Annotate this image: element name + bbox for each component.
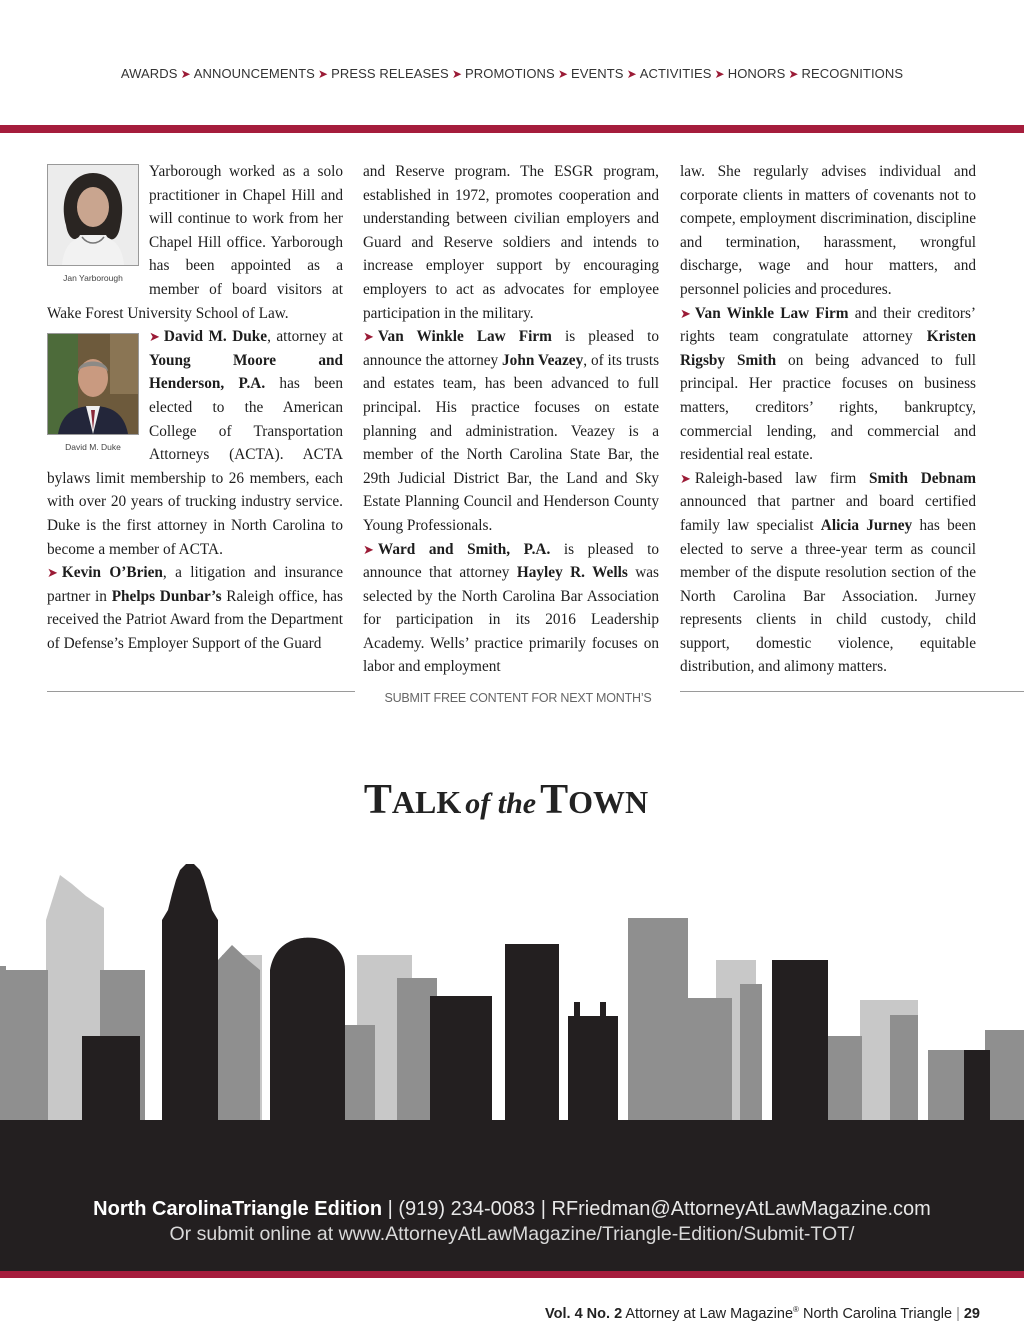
- person-name: Kevin O’Brien: [61, 564, 163, 582]
- edition-name: North CarolinaTriangle Edition: [93, 1198, 383, 1220]
- arrow-icon: ➤: [714, 67, 725, 81]
- smith-debnam-paragraph: [680, 467, 976, 679]
- text-run: , of its trusts and estates team, has been advanced to full principal. His practice focuses on estate planning and administration. Veazey is a member of the North Carolina State Bar, the 29th Judicial District Bar, the Land and Sky Estate Planning Council and Henderson County Young Professionals.: [363, 351, 660, 534]
- arrow-icon: ➤: [680, 305, 691, 321]
- portrait-woman-image: [47, 164, 139, 266]
- bottom-accent-rule: [0, 1271, 1024, 1278]
- talk-of-the-town-title: [0, 776, 1012, 824]
- title-word: OWN: [568, 784, 649, 820]
- text-run: Raleigh-based law firm: [694, 469, 869, 487]
- nav-item-promotions[interactable]: PROMOTIONS: [464, 66, 555, 81]
- arrow-icon: ➤: [317, 67, 329, 81]
- firm-name: Van Winkle Law Firm: [377, 328, 552, 346]
- arrow-icon: ➤: [47, 565, 58, 581]
- registered-mark: ®: [793, 1305, 799, 1314]
- page-footer: [545, 1305, 980, 1322]
- separator: |: [535, 1198, 552, 1220]
- esgr-paragraph: and Reserve program. The ESGR program, established in 1972, promotes cooperation and understanding between civilian employers and Guard and Reserve soldiers and intends to increase employer support by encouraging employers to act as advocates for employee participation in the military.: [363, 163, 659, 322]
- nav-item-activities[interactable]: ACTIVITIES: [639, 66, 712, 81]
- person-name: Kristen Rigsby Smith: [680, 328, 976, 369]
- arrow-icon: ➤: [788, 67, 799, 81]
- arrow-icon: ➤: [680, 470, 691, 486]
- text-run: has been elected to the American College of Transportation Attorneys (ACTA). ACTA bylaws limit membership to 26 members, each with over 20 years of trucking industry service. Duke is the first attorney in North Carolina to become a member of ACTA.: [47, 375, 343, 558]
- firm-name: Young Moore and Henderson, P.A.: [149, 351, 343, 393]
- photo-caption: David M. Duke: [65, 442, 121, 453]
- firm-name: Ward and Smith, P.A.: [377, 540, 551, 558]
- wells-continued-paragraph: law. She regularly advises individual and corporate clients in matters of covenants not to compete, employment discrimination, discipline and termination, harassment, wrongful discharge, wage and hour matters, and personnel policies and procedures.: [680, 163, 976, 298]
- nav-item-press-releases[interactable]: PRESS RELEASES: [331, 66, 449, 81]
- arrow-icon: ➤: [180, 67, 191, 81]
- firm-name: Van Winkle Law Firm: [694, 304, 849, 322]
- text-run: , attorney at: [267, 328, 343, 346]
- title-word: ALK: [391, 784, 462, 820]
- nav-item-awards[interactable]: AWARDS: [120, 66, 178, 81]
- text-run: is pleased to announce the attorney: [363, 328, 659, 369]
- column-2: [363, 160, 659, 679]
- person-name: Hayley R. Wells: [516, 564, 628, 582]
- firm-name: Phelps Dunbar’s: [111, 587, 222, 605]
- firm-name: Smith Debnam: [868, 469, 976, 487]
- person-name: Alicia Jurney: [820, 516, 913, 534]
- text-run: on being advanced to full principal. Her practice focuses on business matters, creditors’ rights, bankruptcy, commercial lending, and commercial and residential real estate.: [680, 351, 977, 464]
- van-winkle-paragraph: [363, 325, 659, 537]
- volume-label: Vol. 4 No. 2: [545, 1305, 623, 1322]
- column-3: [680, 160, 976, 679]
- region-name: North Carolina Triangle: [802, 1305, 953, 1322]
- arrow-icon: ➤: [451, 67, 462, 81]
- van-winkle-smith-paragraph: [680, 302, 976, 467]
- title-letter: T: [540, 777, 569, 823]
- submit-label: SUBMIT FREE CONTENT FOR NEXT MONTH’S: [384, 691, 652, 705]
- email-link[interactable]: RFriedman@AttorneyAtLawMagazine.com: [551, 1198, 931, 1220]
- person-name: David M. Duke: [163, 328, 268, 346]
- text-run: , a litigation and insurance partner in: [47, 564, 344, 605]
- photo-david-duke: [47, 333, 139, 453]
- text-run: and their creditors’ rights team congratulate attorney: [680, 304, 977, 346]
- arrow-icon: ➤: [363, 541, 374, 557]
- magazine-name: Attorney at Law Magazine: [625, 1305, 794, 1322]
- top-accent-rule: [0, 125, 1024, 133]
- text-run: is pleased to announce that attorney: [363, 540, 659, 582]
- person-name: John Veazey: [502, 351, 584, 369]
- obrien-paragraph: [47, 561, 343, 655]
- separator: |: [956, 1305, 960, 1322]
- photo-caption: Jan Yarborough: [63, 273, 123, 283]
- edition-contact-line: [0, 1198, 1024, 1221]
- submit-online-link[interactable]: Or submit online at www.AttorneyAtLawMagazine/Triangle-Edition/Submit-TOT/: [169, 1223, 855, 1245]
- page-number: 29: [963, 1305, 980, 1322]
- nav-item-recognitions[interactable]: RECOGNITIONS: [801, 66, 904, 81]
- ward-smith-paragraph: [363, 538, 659, 680]
- text-run: announced that partner and board certified family law specialist: [680, 493, 976, 534]
- arrow-icon: ➤: [363, 329, 374, 345]
- portrait-man-image: [47, 333, 139, 435]
- separator: |: [382, 1198, 399, 1220]
- nav-item-announcements[interactable]: ANNOUNCEMENTS: [193, 66, 315, 81]
- photo-jan-yarborough: [47, 164, 139, 284]
- nav-item-honors[interactable]: HONORS: [727, 66, 786, 81]
- arrow-icon: ➤: [626, 67, 637, 81]
- column-1: [47, 160, 343, 655]
- yarborough-paragraph: Yarborough worked as a solo practitioner in Chapel Hill and will continue to work from her Chapel Hill office. Yarborough has been appointed as a member of board visitors at Wake Forest University School of Law.: [47, 163, 343, 322]
- phone-number[interactable]: (919) 234-0083: [398, 1198, 536, 1220]
- arrow-icon: ➤: [557, 67, 568, 81]
- nav-item-events[interactable]: EVENTS: [570, 66, 624, 81]
- text-run: Raleigh office, has received the Patriot Award from the Department of Defense’s Employer Support of the Guard: [47, 587, 343, 652]
- title-of-the: of the: [465, 787, 537, 820]
- title-letter: T: [363, 777, 392, 823]
- text-run: was selected by the North Carolina Bar Association for participation in its 2016 Leadership Academy. Wells’ practice primarily focuses on labor and employment: [363, 564, 659, 676]
- arrow-icon: ➤: [149, 329, 160, 345]
- category-nav: [0, 66, 1024, 81]
- text-run: has been elected to serve a three-year term as council member of the dispute resolution section of the North Carolina Bar Association. Jurney represents clients in child custody, child support, domestic violence, equitable distribution, and alimony matters.: [680, 516, 976, 676]
